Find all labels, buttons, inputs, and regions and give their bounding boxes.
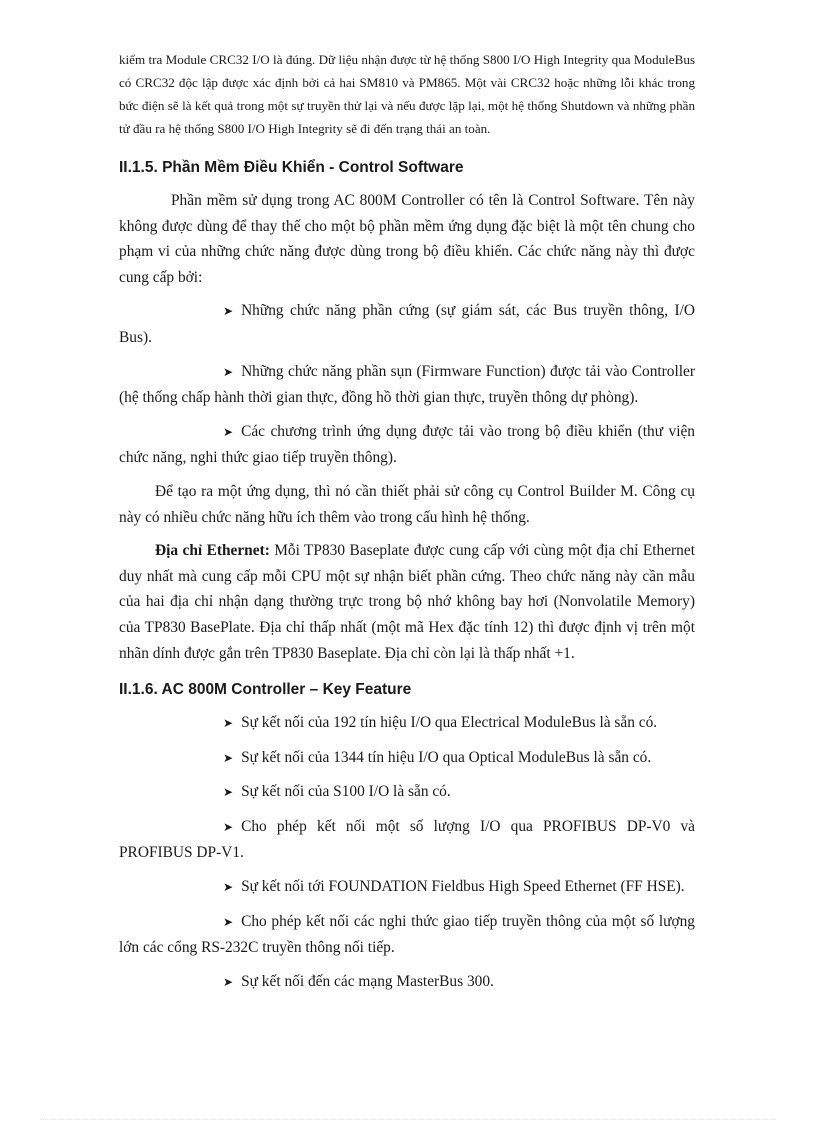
arrowhead-right-icon: ➤ xyxy=(223,304,234,319)
list-item-text: Sự kết nối đến các mạng MasterBus 300. xyxy=(241,972,494,990)
arrowhead-right-icon: ➤ xyxy=(223,424,234,439)
list-item-text: Những chức năng phần cứng (sự giám sát, các Bus truyền thông, I/O Bus). xyxy=(119,302,695,346)
list-item-text: Sự kết nối của 1344 tín hiệu I/O qua Optical ModuleBus là sẵn có. xyxy=(241,748,652,766)
arrowhead-right-icon: ➤ xyxy=(223,750,234,765)
section-heading-key-feature: II.1.6. AC 800M Controller – Key Feature xyxy=(119,681,412,699)
arrowhead-right-icon: ➤ xyxy=(223,785,234,800)
list-item-text: Sự kết nối tới FOUNDATION Fieldbus High Speed Ethernet (FF HSE). xyxy=(241,878,685,896)
page-content xyxy=(119,48,695,995)
list-item-text: Sự kết nối của S100 I/O là sẵn có. xyxy=(241,783,451,801)
section-heading-control-software: II.1.5. Phần Mềm Điều Khiển - Control Software xyxy=(119,159,464,176)
list-item xyxy=(119,710,695,737)
list-item-text: Cho phép kết nối các nghi thức giao tiếp truyền thông của một số lượng lớn các cổng RS-232C truyền thông nối tiếp. xyxy=(119,912,695,957)
ethernet-address-text: Mỗi TP830 Baseplate được cung cấp với cùng một địa chỉ Ethernet duy nhất mà cung cấp mỗi CPU một sự nhận biết phần cứng. Theo chức năng này cần mẫu của hai địa chỉ nhận dạng thường trực trong bộ nhớ không bay hơi (Nonvolatile Memory) của TP830 BasePlate. Địa chỉ thấp nhất (một mã Hex đặc tính 12) thì được định vị trên một nhãn dính được gắn trên TP830 Baseplate. Địa chỉ còn lại là thấp nhất +1. xyxy=(119,542,695,662)
page-bottom-divider xyxy=(40,1119,776,1120)
list-item xyxy=(119,814,695,866)
list-item xyxy=(119,745,695,772)
paragraph-control-software-intro: Phần mềm sử dụng trong AC 800M Controller có tên là Control Software. Tên này không được dùng để thay thế cho một bộ phần mềm ứng dụng đặc biệt là một tên chung cho phạm vi của những chức năng được dùng trong bộ điều khiển. Các chức năng này thì được cung cấp bởi: xyxy=(119,192,695,286)
arrowhead-right-icon: ➤ xyxy=(223,974,234,989)
arrowhead-right-icon: ➤ xyxy=(223,914,234,929)
paragraph-control-builder: Để tạo ra một ứng dụng, thì nó cần thiết phải sử công cụ Control Builder M. Công cụ này có nhiều chức năng hữu ích thêm vào trong cấu hình hệ thống. xyxy=(119,482,695,526)
list-item-text: Sự kết nối của 192 tín hiệu I/O qua Electrical ModuleBus là sẵn có. xyxy=(241,714,658,732)
list-item xyxy=(119,298,695,350)
list-item-text: Cho phép kết nối một số lượng I/O qua PROFIBUS DP-V0 và PROFIBUS DP-V1. xyxy=(119,817,695,862)
list-item xyxy=(119,909,695,961)
list-item xyxy=(119,779,695,806)
arrowhead-right-icon: ➤ xyxy=(223,364,234,379)
paragraph-ethernet-address xyxy=(119,538,695,666)
ethernet-address-label: Địa chỉ Ethernet: xyxy=(155,542,270,560)
list-item xyxy=(119,419,695,471)
list-item xyxy=(119,874,695,901)
arrowhead-right-icon: ➤ xyxy=(223,880,234,895)
arrowhead-right-icon: ➤ xyxy=(223,819,234,834)
arrowhead-right-icon: ➤ xyxy=(223,716,234,731)
list-item-text: Các chương trình ứng dụng được tải vào trong bộ điều khiển (thư viện chức năng, nghi thức giao tiếp truyền thông). xyxy=(119,422,695,467)
list-item xyxy=(119,969,695,996)
list-item-text: Những chức năng phần sụn (Firmware Function) được tải vào Controller (hệ thống chấp hành thời gian thực, đồng hồ thời gian thực, truyền thông dự phòng). xyxy=(119,362,695,407)
list-item xyxy=(119,359,695,411)
intro-paragraph: kiểm tra Module CRC32 I/O là đúng. Dữ liệu nhận được từ hệ thống S800 I/O High Integrity qua ModuleBus có CRC32 độc lập được xác định bởi cả hai SM810 và PM865. Một vài CRC32 hoặc những lỗi khác trong bức điện sẽ là kết quả trong một sự truyền thử lại và nếu được lặp lại, một hệ thống Shutdown và những phần tử đầu ra hệ thống S800 I/O High Integrity sẽ đi đến trạng thái an toàn. xyxy=(119,52,695,136)
